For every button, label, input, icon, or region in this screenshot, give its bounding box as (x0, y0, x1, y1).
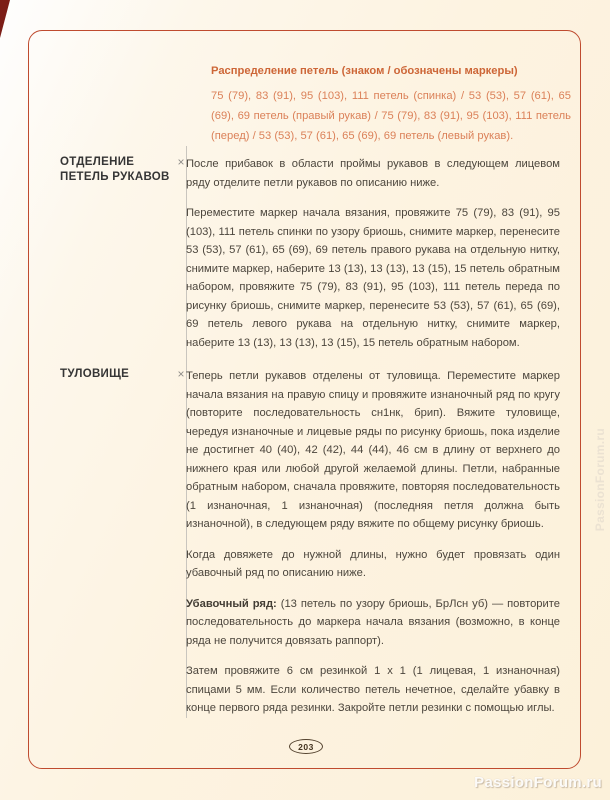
section-sleeve-separation (0, 155, 580, 364)
distribution-note-body: 75 (79), 83 (91), 95 (103), 111 петель (спинка) / 53 (53), 57 (61), 65 (69), 69 петель (правый рукав) / 75 (79), 83 (91), 95 (103), 111 петель (перед) / 53 (53), 57 (61), 65 (69), 69 петель (левый рукав). (211, 90, 571, 142)
stitch-distribution-note (211, 64, 571, 146)
section-heading-cell (0, 155, 186, 364)
paragraph-text: (13 петель по узору бриошь, БрЛсн уб) — повторите последовательность до маркера начала вязания (возможно, в конце ряда не получится довязать раппорт). (186, 597, 560, 647)
page-corner-mark (0, 0, 10, 38)
section-x-marker-icon: × (177, 155, 185, 169)
paragraph: Теперь петли рукавов отделены от туловища. Переместите маркер начала вязания на правую спицу и провяжите изнаночный ряд по кругу (повторите последовательность сн1нк, брип). Вяжите туловище, чередуя изнаночные и лицевые ряды по рисунку бриошь, пока изделие не достигнет 40 (40), 42 (42), 44 (44), 46 см в длину от верхнего до нижнего края или любой другой желаемой длины. Петли, набранные обратным набором, сначала провяжите, повторяя последовательность (1 изнаночная, 1 изнаночная) (последняя петля должна быть изнаночной), в следующем ряду вяжите по общему рисунку бриошь. (186, 370, 560, 530)
section-x-marker-icon: × (177, 367, 185, 381)
paragraph: Переместите маркер начала вязания, провяжите 75 (79), 83 (91), 95 (103), 111 петель спинки по узору бриошь, снимите маркер, перенесите 53 (53), 57 (61), 65 (69), 69 петель правого рукава на отдельную нитку, снимите маркер, наберите 13 (13), 13 (13), 13 (15), 15 петель обратным набором, провяжите 75 (79), 83 (91), 95 (103), 111 петель переда по рисунку бриошь, снимите маркер, перенесите 53 (53), 57 (61), 65 (69), 69 петель левого рукава на отдельную нитку, снимите маркер, наберите 13 (13), 13 (13), 13 (15), 15 петель обратным набором. (186, 207, 560, 349)
section-heading: ТУЛОВИЩЕ (60, 368, 130, 380)
paragraph: После прибавок в области проймы рукавов в следующем лицевом ряду отделите петли рукавов по описанию ниже. (186, 158, 560, 189)
section-heading: ОТДЕЛЕНИЕ ПЕТЕЛЬ РУКАВОВ (60, 156, 170, 183)
paragraph: Затем провяжите 6 см резинкой 1 х 1 (1 лицевая, 1 изнаночная) спицами 5 мм. Если количество петель нечетное, сделайте убавку в конце первого ряда резинки. Закройте петли резинки с помощью иглы. (186, 665, 560, 714)
page-number-badge: 203 (289, 739, 323, 754)
distribution-note-title: Распределение петель (знаком / обозначены маркеры) (211, 65, 518, 77)
watermark-bottom: PassionForum.ru (474, 774, 602, 791)
section-content (186, 367, 560, 730)
paragraph (186, 595, 560, 651)
paragraph: Когда довяжете до нужной длины, нужно будет провязать один убавочный ряд по описанию ниже. (186, 548, 560, 579)
paragraph-lead-bold: Убавочный ряд: (186, 597, 277, 610)
section-content (186, 155, 560, 364)
watermark-vertical: PassionForum.ru (593, 428, 607, 532)
section-heading-cell (0, 367, 186, 730)
section-body (0, 367, 580, 730)
